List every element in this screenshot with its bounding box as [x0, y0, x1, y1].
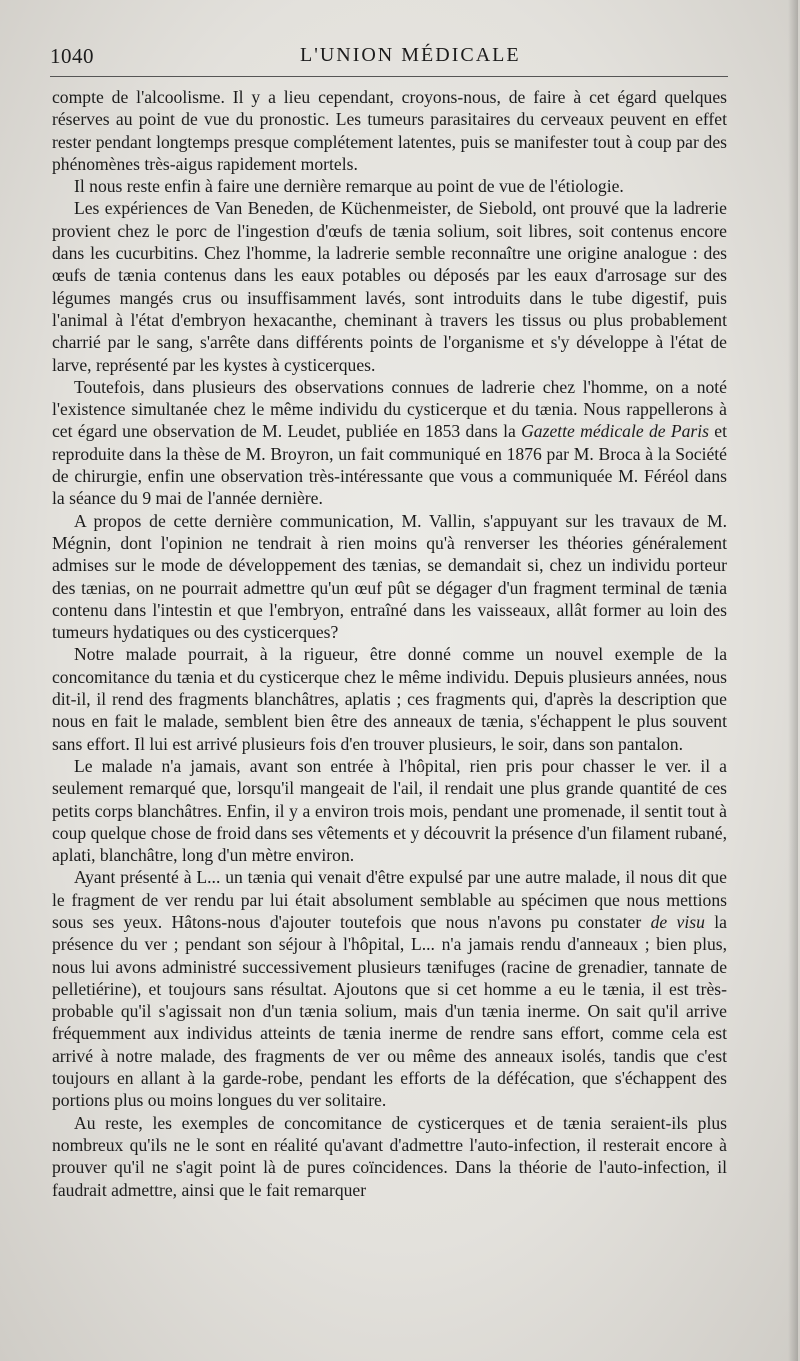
body-text	[52, 86, 727, 1201]
paragraph-3: Les expériences de Van Beneden, de Küchenmeister, de Siebold, ont prouvé que la ladrerie provient chez le porc de l'ingestion d'œufs de tænia solium, soit libres, soit contenus encore dans les cucurbitins. Chez l'homme, la ladrerie semble reconnaître une origine analogue : des œufs de tænia contenus dans les eaux potables ou déposés par les eaux d'arrosage sur des légumes mangés crus ou insuffisamment lavés, sont introduits dans le tube digestif, puis l'animal à l'état d'embryon hexacanthe, cheminant à travers les tissus ou plus probablement charrié par le sang, s'arrête dans différents points de l'organisme et s'y développe à l'état de larve, représenté par les kystes à cysticerques.	[52, 198, 727, 375]
page-edge-shadow	[788, 0, 798, 1361]
paragraph-4-part-1: Toutefois, dans plusieurs des observations connues de ladrerie chez l'homme, on a noté l'existence simultanée chez le même individu du cysticerque et du tænia. Nous rappellerons à cet égard une observation de M. Leudet, publiée en 1853 dans la	[52, 376, 727, 442]
page-header	[50, 44, 760, 74]
paragraph-6: Notre malade pourrait, à la rigueur, être donné comme un nouvel exemple de la concomitance du tænia et du cysticerque chez le même individu. Depuis plusieurs années, nous dit-il, il rend des fragments blanchâtres, aplatis ; ces fragments qui, d'après la description que nous en fait le malade, semblent bien être des anneaux de tænia, s'échappent le plus souvent sans effort. Il lui est arrivé plusieurs fois d'en trouver plusieurs, le soir, dans son pantalon.	[52, 644, 727, 754]
page-number: 1040	[50, 44, 94, 68]
paragraph-5: A propos de cette dernière communication, M. Vallin, s'appuyant sur les travaux de M. Mégnin, dont l'opinion ne tendrait à rien moins qu'à renverser les théories généralement admises sur le mode de développement des tænias, se demandait si, chez un individu porteur des tænias, on ne pourrait admettre qu'un œuf pût se dégager d'un fragment terminal de tænia contenu dans l'intestin et que l'embryon, entraîné dans les vaisseaux, allât former au loin des tumeurs hydatiques ou des cysticerques?	[52, 510, 727, 643]
paragraph-8-part-2: la présence du ver ; pendant son séjour à l'hôpital, L... n'a jamais rendu d'anneaux ; bien plus, nous lui avons administré successivement plusieurs tænifuges (racine de grenadier, tannate de pelletiérine), et toujours sans résultat. Ajoutons que si cet homme a eu le tænia, il est très-probable qu'il s'agissait non d'un tænia solium, mais d'un tænia inerme. On sait qu'il arrive fréquemment aux individus atteints de tænia inerme de rendre sans effort, comme cela est arrivé à notre malade, des fragments de ver ou même des anneaux isolés, tandis que c'est toujours en allant à la garde-robe, pendant les efforts de la défécation, que s'échappent des portions plus ou moins longues du ver solitaire.	[52, 911, 727, 1111]
latin-phrase: de visu	[650, 911, 705, 932]
paragraph-4	[52, 376, 727, 510]
paragraph-7: Le malade n'a jamais, avant son entrée à l'hôpital, rien pris pour chasser le ver. il a seulement remarqué que, lorsqu'il mangeait de l'ail, il rendait une plus grande quantité de ces petits corps blanchâtres. Enfin, il y a environ trois mois, pendant une promenade, il sentit tout à coup quelque chose de froid dans ses vêtements et y découvrit la présence d'un filament rubané, aplati, blanchâtre, long d'un mètre environ.	[52, 755, 727, 866]
paragraph-2: Il nous reste enfin à faire une dernière remarque au point de vue de l'étiologie.	[74, 176, 624, 197]
paragraph-9: Au reste, les exemples de concomitance de cysticerques et de tænia seraient-ils plus nombreux qu'ils ne le sont en réalité qu'avant d'admettre l'auto-infection, il resterait encore à prouver qu'il ne s'agit point là de pures coïncidences. Dans la théorie de l'auto-infection, il faudrait admettre, ainsi que le fait remarquer	[52, 1112, 727, 1200]
running-head: L'UNION MÉDICALE	[300, 44, 521, 66]
journal-title: Gazette médicale de Paris	[521, 421, 709, 442]
paragraph-8	[52, 866, 727, 1111]
paragraph-8-part-1: Ayant présenté à L... un tænia qui venait d'être expulsé par une autre malade, il nous dit que le fragment de ver rendu par lui était absolument semblable au spécimen que nous mettions sous ses yeux. Hâtons-nous d'ajouter toutefois que nous n'avons pu constater	[52, 867, 727, 932]
paragraph-1: compte de l'alcoolisme. Il y a lieu cependant, croyons-nous, de faire à cet égard quelques réserves au point de vue du pronostic. Les tumeurs parasitaires du cerveaux peuvent en effet rester pendant longtemps presque complétement latentes, puis se manifester tout à coup par des phénomènes très-aigus rapidement mortels.	[52, 87, 727, 174]
header-rule	[50, 76, 728, 77]
paragraph-4-part-2: et reproduite dans la thèse de M. Broyron, un fait communiqué en 1876 par M. Broca à la Société de chirurgie, enfin une observation très-intéressante que vous a communiquée M. Féréol dans la séance du 9 mai de l'année dernière.	[52, 421, 727, 509]
